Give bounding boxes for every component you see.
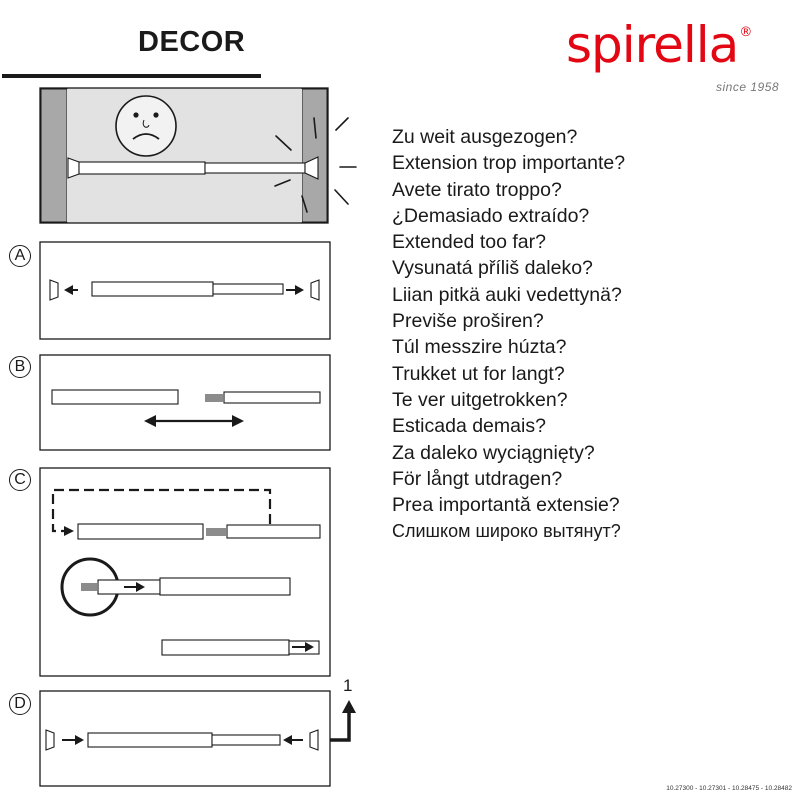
question-nl: Te ver uitgetrokken? xyxy=(392,388,568,411)
step-c-label: C xyxy=(9,469,31,491)
registered-mark: ® xyxy=(739,25,752,40)
question-hr: Previše proširen? xyxy=(392,310,544,333)
question-sv: För långt utdragen? xyxy=(392,467,563,490)
step-a-label: A xyxy=(9,245,31,267)
question-list xyxy=(392,124,625,545)
rotation-step-number: 1 xyxy=(343,676,353,695)
brand-title: DECOR xyxy=(138,26,246,58)
article-numbers: 10.27300 - 10.27301 - 10.28475 - 10.28482 xyxy=(666,785,792,792)
question-fr: Extension trop importante? xyxy=(392,152,626,175)
question-hu: Túl messzire húzta? xyxy=(392,336,567,359)
question-no: Trukket ut for langt? xyxy=(392,362,565,385)
question-fi: Liian pitkä auki vedettynä? xyxy=(392,283,622,306)
logo-text: spirella xyxy=(566,16,739,74)
question-es: ¿Demasiado extraído? xyxy=(392,204,590,227)
logo-tagline: since 1958 xyxy=(716,80,780,94)
question-pt: Esticada demais? xyxy=(392,415,546,438)
question-ro: Prea importantă extensie? xyxy=(392,494,620,517)
question-pl: Za daleko wyciągnięty? xyxy=(392,441,595,464)
step-d-label: D xyxy=(9,693,31,715)
question-ru: Слишком широко вытянут? xyxy=(392,521,621,542)
question-cs: Vysunatá příliš daleko? xyxy=(392,257,593,280)
question-it: Avete tirato troppo? xyxy=(392,178,562,201)
step-b-label: B xyxy=(9,356,31,378)
question-en: Extended too far? xyxy=(392,231,546,254)
question-de: Zu weit ausgezogen? xyxy=(392,126,578,148)
